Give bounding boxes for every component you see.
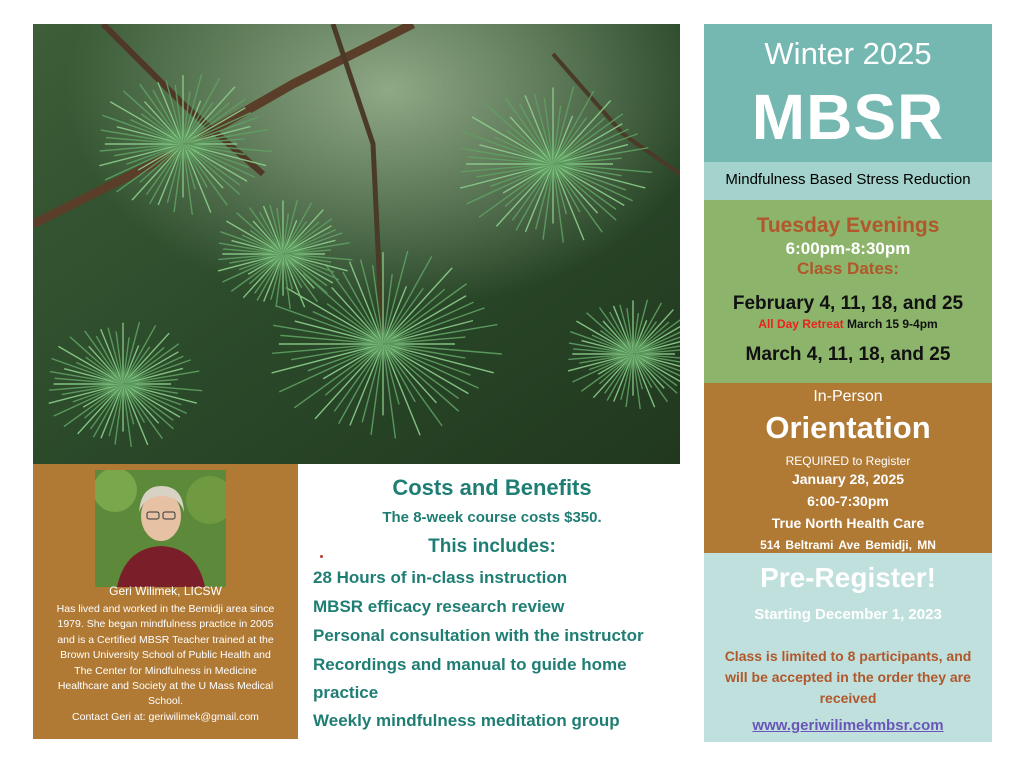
course-price: The 8-week course costs $350. <box>382 509 602 526</box>
pine-branches-photo <box>33 24 680 464</box>
benefit-item: Weekly mindfulness meditation group <box>313 711 620 730</box>
orientation-address: 514 Beltrami Ave Bemidji, MN <box>760 538 936 552</box>
retreat-label: All Day Retreat <box>758 317 844 331</box>
class-day: Tuesday Evenings <box>756 214 940 237</box>
includes-heading: This includes: <box>428 536 556 557</box>
registration-start: Starting December 1, 2023 <box>754 606 942 623</box>
title-banner <box>704 24 992 162</box>
teacher-contact[interactable]: Contact Geri at: geriwilimek@gmail.com <box>72 710 259 723</box>
red-dot <box>320 555 323 558</box>
benefit-item: practice <box>313 683 379 702</box>
program-acronym: MBSR <box>751 81 945 153</box>
class-time: 6:00pm-8:30pm <box>785 239 911 258</box>
orientation-place: True North Health Care <box>771 515 925 531</box>
costs-section <box>300 466 700 746</box>
program-full-name: Mindfulness Based Stress Reduction <box>704 162 992 200</box>
schedule-panel <box>704 200 992 383</box>
orientation-time: 6:00-7:30pm <box>807 493 889 509</box>
teacher-portrait <box>95 470 226 587</box>
orientation-date: January 28, 2025 <box>791 471 905 487</box>
retreat-line <box>704 317 992 331</box>
february-dates: February 4, 11, 18, and 25 <box>732 293 964 314</box>
benefit-item: Personal consultation with the instructor <box>313 626 644 645</box>
retreat-detail: March 15 9-4pm <box>843 317 938 331</box>
season-label: Winter 2025 <box>764 36 932 71</box>
class-dates-label: Class Dates: <box>796 259 900 278</box>
benefit-item: MBSR efficacy research review <box>313 597 565 616</box>
costs-title: Costs and Benefits <box>392 475 592 500</box>
orientation-title: Orientation <box>765 410 931 445</box>
march-dates: March 4, 11, 18, and 25 <box>745 344 951 365</box>
orientation-mode: In-Person <box>813 388 883 405</box>
preregister-heading: Pre-Register! <box>760 562 936 593</box>
teacher-bio: Has lived and worked in the Bemidji area since 1979. She began mindfulness practice in 2005 and is a Certified MBSR Teacher trained at the Brown University School of Public Health and The Center for Mindfulness in Medicine Healthcare and Society at the U Mass Medical School. Contact Geri at: geriwilimek@gmail.com <box>37 602 294 725</box>
orientation-panel <box>704 383 992 553</box>
teacher-name: Geri Wilimek, LICSW <box>109 584 222 598</box>
benefit-item: 28 Hours of in-class instruction <box>313 568 568 587</box>
website-link[interactable]: www.geriwilimekmbsr.com <box>752 717 944 734</box>
teacher-panel <box>33 464 298 739</box>
class-limit-note: Class is limited to 8 participants, and will be accepted in the order they are received <box>724 648 972 706</box>
orientation-required: REQUIRED to Register <box>785 454 911 468</box>
registration-panel <box>704 553 992 742</box>
benefit-item: Recordings and manual to guide home <box>313 655 627 674</box>
